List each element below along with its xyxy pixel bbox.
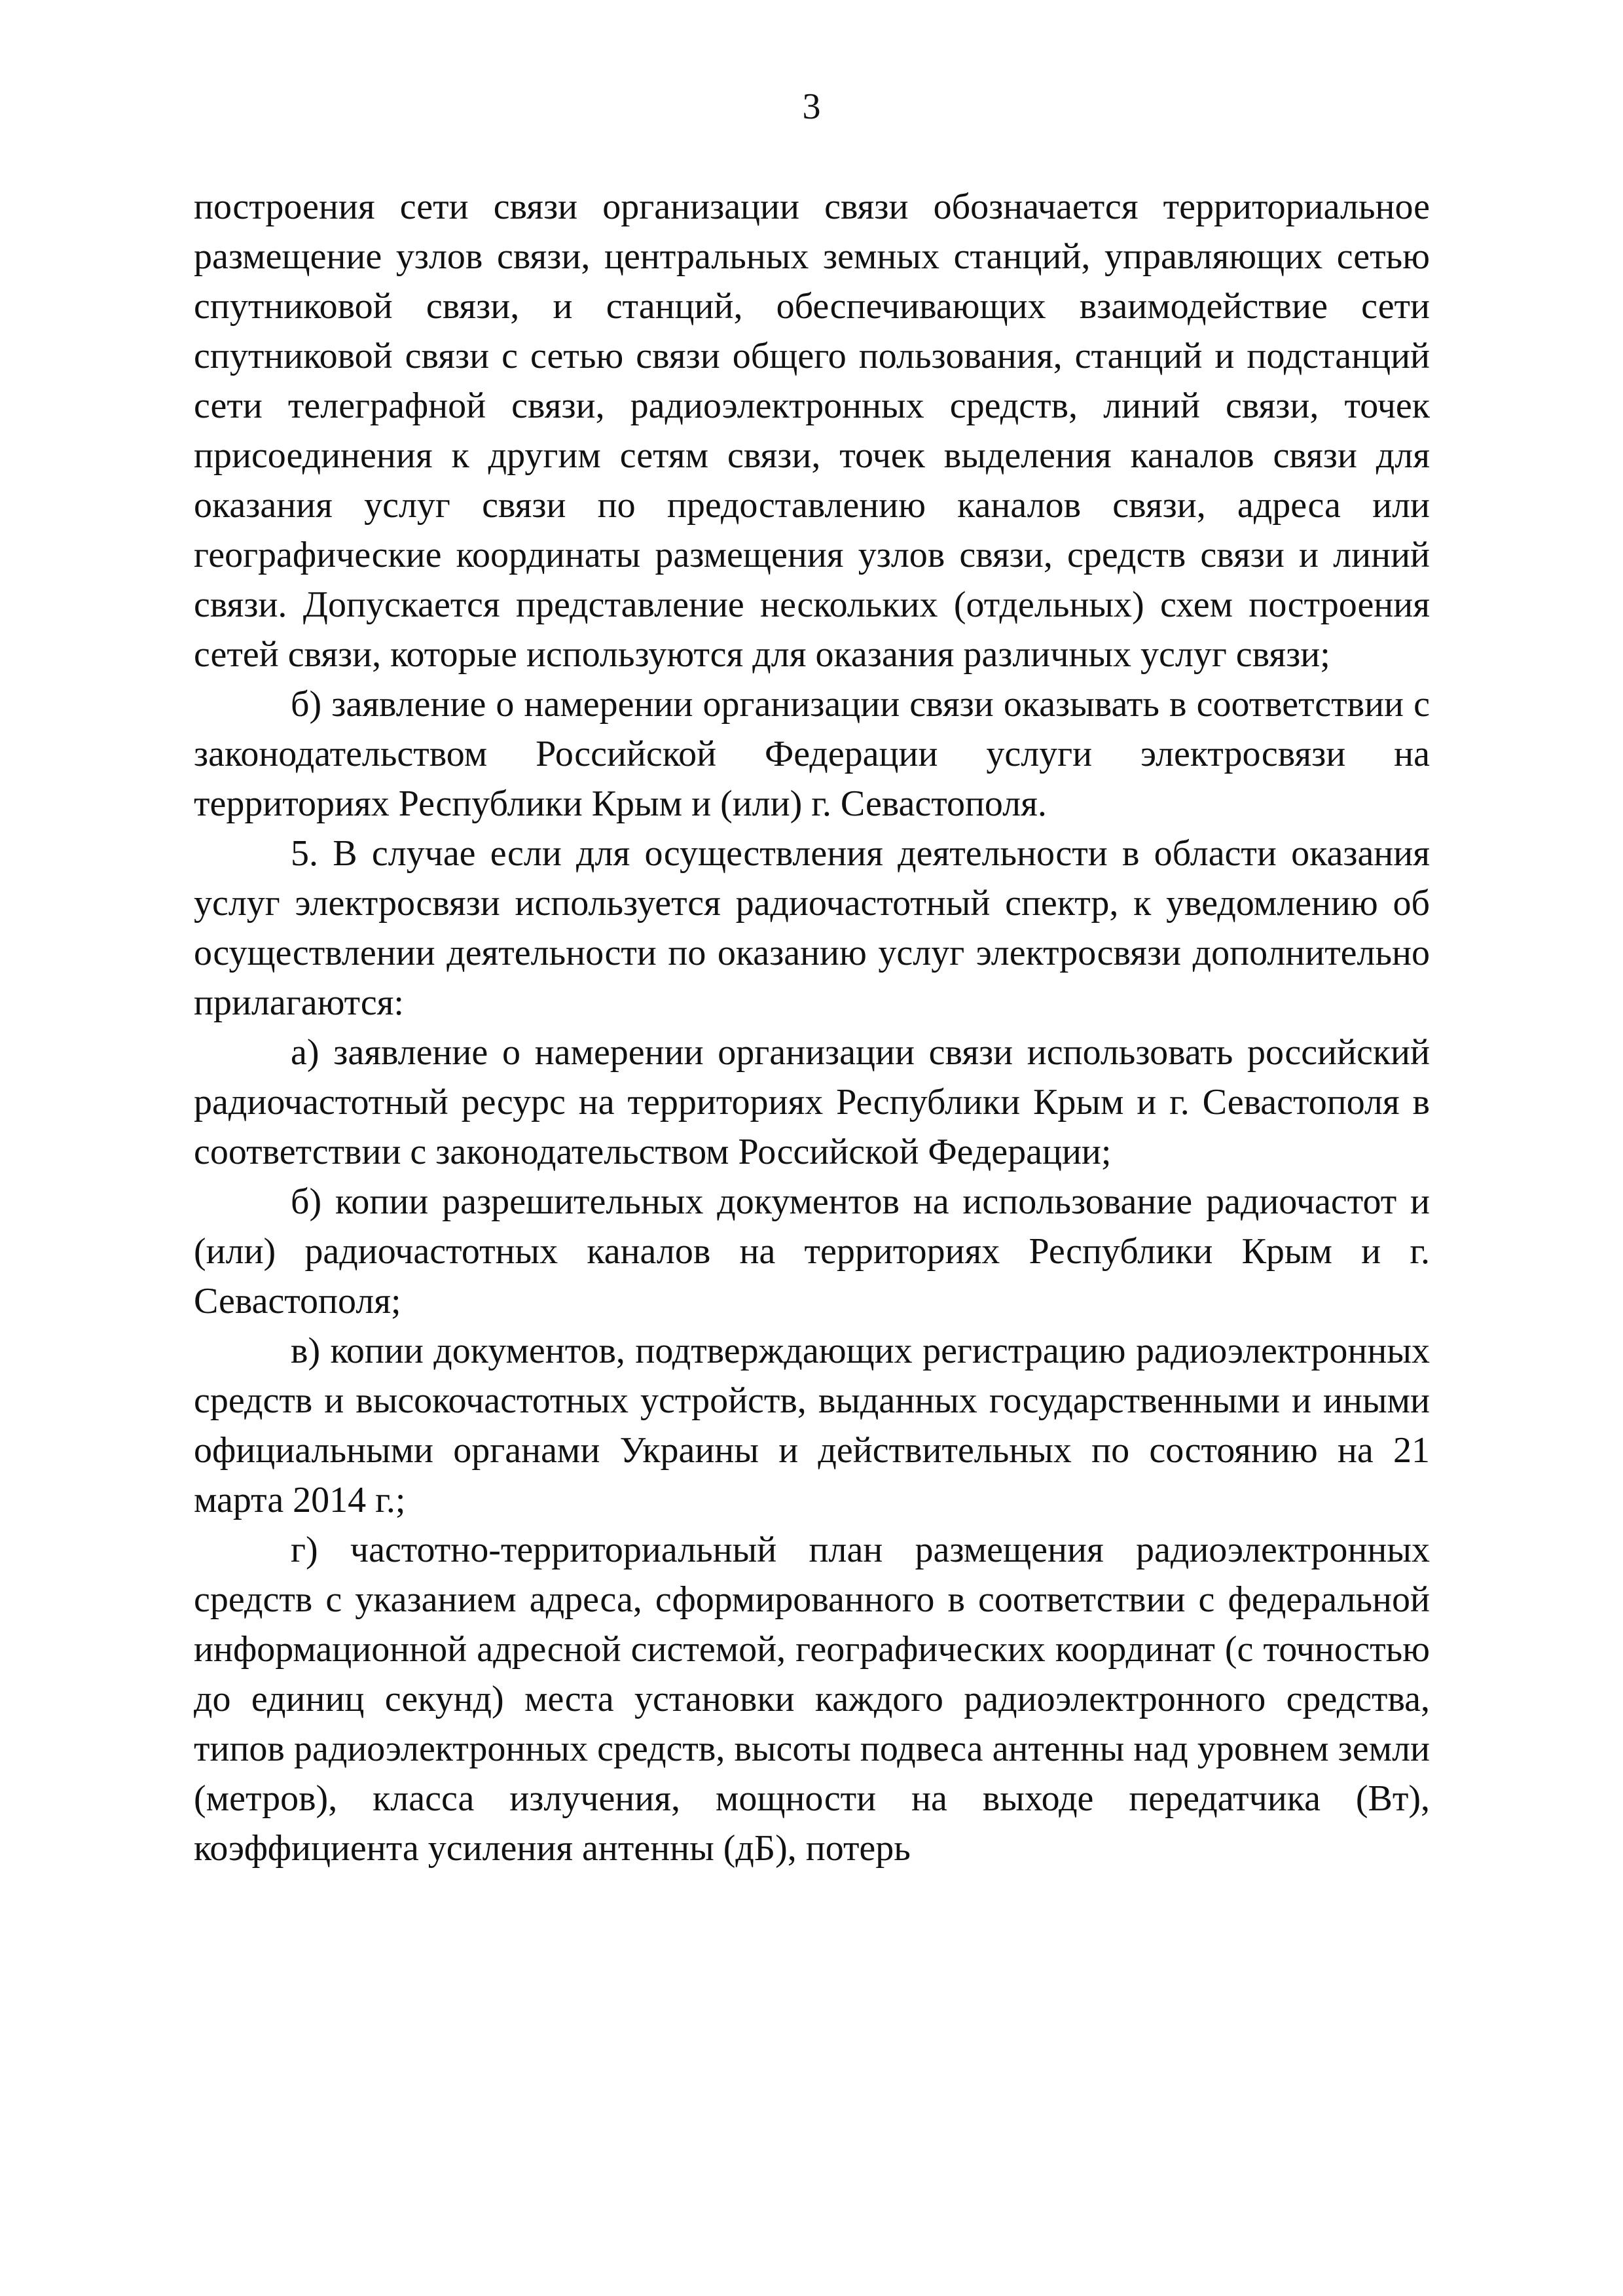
paragraph-scheme-continuation: построения сети связи организации связи обозначается территориальное размещение узлов связи, центральных земных станций, управляющих сетью спутниковой связи, и станций, обеспечивающих взаимодействие сети спутниковой связи с сетью связи общего пользования, станций и подстанций сети телеграфной связи, радиоэлектронных средств, линий связи, точек присоединения к другим сетям связи, точек выделения каналов связи для оказания услуг связи по предоставлению каналов связи, адреса или географические координаты размещения узлов связи, средств связи и линий связи. Допускается представление нескольких (отдельных) схем построения сетей связи, которые используются для оказания различных услуг связи; — [194, 187, 1430, 675]
page-number: 3 — [802, 86, 821, 127]
paragraph-item-v-registration: в) копии документов, подтверждающих регистрацию радиоэлектронных средств и высокочастотных устройств, выданных государственными и иными официальными органами Украины и действительных по состоянию на 21 марта 2014 г.; — [194, 1331, 1430, 1520]
paragraph-item-g-frequency-plan: г) частотно-территориальный план размещения радиоэлектронных средств с указанием адреса, сформированного в соответствии с федеральной информационной адресной системой, географических координат (с точностью до единиц секунд) места установки каждого радиоэлектронного средства, типов радиоэлектронных средств, высоты подвеса антенны над уровнем земли (метров), класса излучения, мощности на выходе передатчика (Вт), коэффициента усиления антенны (дБ), потерь — [194, 1530, 1430, 1869]
paragraph-item-a-radio-resource: а) заявление о намерении организации связи использовать российский радиочастотный ресурс на территориях Республики Крым и г. Севастополя в соответствии с законодательством Российской Федерации; — [194, 1032, 1430, 1172]
document-body — [194, 182, 1430, 1873]
paragraph-item-b-statement: б) заявление о намерении организации связи оказывать в соответствии с законодательством Российской Федерации услуги электросвязи на территориях Республики Крым и (или) г. Севастополя. — [194, 684, 1430, 824]
paragraph-item-b-permits: б) копии разрешительных документов на использование радиочастот и (или) радиочастотных каналов на территориях Республики Крым и г. Севастополя; — [194, 1181, 1430, 1321]
paragraph-clause-5: 5. В случае если для осуществления деятельности в области оказания услуг электросвязи используется радиочастотный спектр, к уведомлению об осуществлении деятельности по оказанию услуг электросвязи дополнительно прилагаются: — [194, 833, 1430, 1023]
